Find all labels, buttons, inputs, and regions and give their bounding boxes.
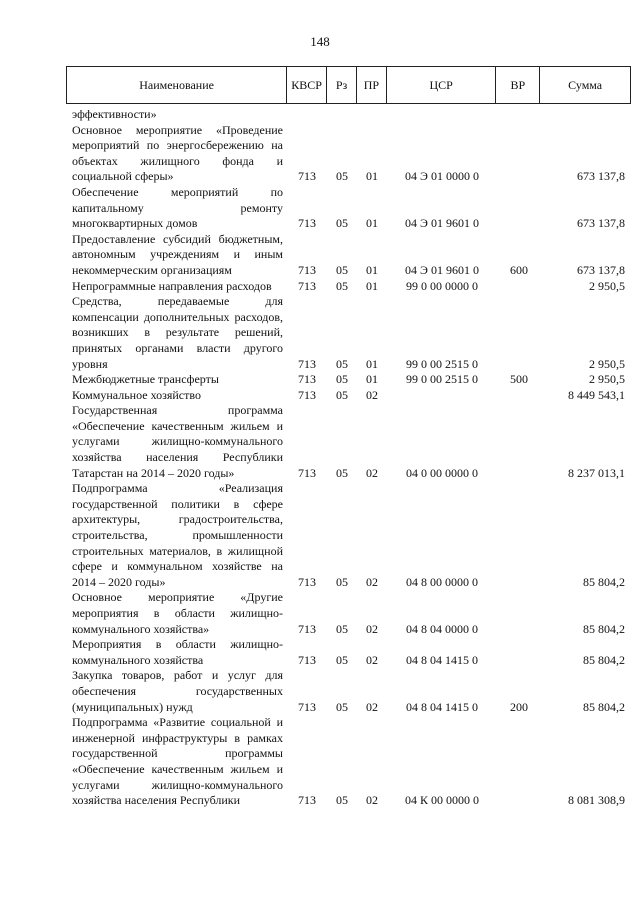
row-csr: 04 К 00 0000 0 [404, 793, 479, 808]
row-name: Предоставление субсидий бюджетным, автономным учреждениям и иным некоммерческим организациям [72, 231, 283, 277]
row-name: Обеспечение мероприятий по капитальному ремонту многоквартирных домов [72, 184, 283, 231]
row-sum: 85 804,2 [583, 574, 625, 589]
table-row [66, 388, 631, 404]
row-kvsr: 713 [298, 262, 316, 277]
row-kvsr: 713 [298, 278, 316, 293]
table-row [66, 590, 631, 637]
row-rz: 05 [336, 465, 348, 480]
row-rz: 05 [336, 621, 348, 636]
row-vr [497, 481, 541, 590]
table-body [66, 107, 631, 809]
row-sum: 85 804,2 [583, 621, 625, 636]
table-row [66, 637, 631, 668]
header-name: Наименование [67, 67, 287, 103]
row-vr [497, 388, 541, 404]
row-rz: 05 [336, 574, 348, 589]
row-kvsr: 713 [298, 621, 316, 636]
row-name: Подпрограмма «Реализация государственной политики в сфере архитектуры, градостроительства, строительства, промышленности строительных материалов, в жилищной сфере и коммунальном хозяйстве на 2014 – 2020 годы» [72, 481, 283, 589]
row-vr: 600 [510, 262, 528, 277]
row-csr: 04 Э 01 9601 0 [405, 216, 479, 231]
row-kvsr: 713 [298, 652, 316, 667]
row-pr: 01 [366, 216, 378, 231]
row-name: эффективности» [72, 107, 157, 121]
row-csr: 04 Э 01 0000 0 [405, 169, 479, 184]
row-kvsr: 713 [298, 356, 316, 371]
row-csr [387, 388, 497, 404]
row-kvsr: 713 [298, 169, 316, 184]
table-row [66, 123, 631, 185]
row-name: Мероприятия в области жилищно-коммунального хозяйства [72, 637, 283, 667]
row-pr: 02 [366, 574, 378, 589]
row-pr: 02 [366, 465, 378, 480]
row-pr: 01 [366, 356, 378, 371]
row-rz: 05 [336, 356, 348, 371]
row-rz: 05 [336, 372, 348, 387]
row-name: Подпрограмма «Развитие социальной и инженерной инфраструктуры в рамках государственной программы «Обеспечение качественным жильем и услугами жилищно-коммунального хозяйства населения Республики [72, 715, 283, 808]
row-name: Непрограммные направления расходов [72, 278, 272, 293]
row-kvsr [287, 107, 327, 123]
row-csr: 99 0 00 2515 0 [406, 356, 478, 371]
row-pr: 02 [366, 652, 378, 667]
row-rz: 05 [336, 216, 348, 231]
row-name: Коммунальное хозяйство [72, 387, 201, 402]
row-rz: 05 [336, 387, 348, 402]
row-pr: 01 [366, 278, 378, 293]
row-sum: 85 804,2 [583, 652, 625, 667]
row-name: Межбюджетные трансферты [72, 372, 219, 387]
row-sum: 8 237 013,1 [568, 465, 625, 480]
row-vr [497, 294, 541, 372]
row-name: Государственная программа «Обеспечение качественным жильем и услугами жилищно-коммунального хозяйства населения Республики Татарстан на 2014 – 2020 годы» [72, 403, 283, 480]
table-row [66, 715, 631, 809]
row-sum: 673 137,8 [577, 169, 625, 184]
row-kvsr: 713 [298, 574, 316, 589]
row-sum: 2 950,5 [589, 356, 625, 371]
row-pr: 02 [366, 793, 378, 808]
row-csr: 99 0 00 2515 0 [406, 372, 478, 387]
row-name: Основное мероприятие «Проведение мероприятий по энергосбережению на объектах жилищного фонда и социальной сферы» [72, 122, 283, 184]
row-kvsr: 713 [298, 387, 316, 402]
header-sum: Сумма [568, 77, 603, 92]
table-row [66, 372, 631, 388]
row-rz: 05 [336, 699, 348, 714]
row-sum: 673 137,8 [577, 216, 625, 231]
row-pr: 01 [366, 262, 378, 277]
row-kvsr: 713 [298, 216, 316, 231]
row-vr [497, 715, 541, 809]
row-pr [357, 107, 387, 123]
row-csr: 04 Э 01 9601 0 [405, 262, 479, 277]
table-row [66, 294, 631, 372]
row-rz: 05 [336, 793, 348, 808]
row-vr: 500 [510, 372, 528, 387]
row-csr: 99 0 00 0000 0 [406, 278, 478, 293]
row-pr: 02 [366, 699, 378, 714]
row-vr: 200 [510, 699, 528, 714]
row-name: Средства, передаваемые для компенсации дополнительных расходов, возникших в результате решений, принятых органами власти другого уровня [72, 294, 283, 371]
table-row [66, 481, 631, 590]
row-vr [497, 279, 541, 295]
row-sum [541, 107, 631, 123]
row-kvsr: 713 [298, 465, 316, 480]
header-pr: ПР [357, 67, 387, 103]
row-sum: 85 804,2 [583, 699, 625, 714]
header-rz: Рз [327, 67, 357, 103]
row-vr [497, 185, 541, 232]
row-sum: 8 449 543,1 [568, 387, 625, 402]
row-pr: 01 [366, 372, 378, 387]
row-csr: 04 8 04 1415 0 [406, 652, 478, 667]
row-vr [497, 590, 541, 637]
row-rz: 05 [336, 262, 348, 277]
row-csr: 04 8 04 1415 0 [406, 699, 478, 714]
row-rz: 05 [336, 169, 348, 184]
row-pr: 02 [366, 387, 378, 402]
row-csr [387, 107, 497, 123]
table-row [66, 232, 631, 279]
row-pr: 02 [366, 621, 378, 636]
header-csr: ЦСР [387, 67, 497, 103]
row-sum: 2 950,5 [589, 278, 625, 293]
row-pr: 01 [366, 169, 378, 184]
header-vr: ВР [496, 67, 540, 103]
row-sum: 2 950,5 [589, 372, 625, 387]
row-sum: 673 137,8 [577, 262, 625, 277]
row-vr [497, 403, 541, 481]
table-header [66, 66, 631, 104]
table-row [66, 107, 631, 123]
page-number: 148 [310, 34, 330, 49]
row-vr [497, 107, 541, 123]
row-rz: 05 [336, 278, 348, 293]
row-kvsr: 713 [298, 699, 316, 714]
row-csr: 04 8 00 0000 0 [406, 574, 478, 589]
table-row [66, 403, 631, 481]
table-row [66, 668, 631, 715]
header-kvsr: КВСР [287, 67, 327, 103]
row-kvsr: 713 [298, 793, 316, 808]
row-csr: 04 8 04 0000 0 [406, 621, 478, 636]
row-csr: 04 0 00 0000 0 [406, 465, 478, 480]
table-row [66, 279, 631, 295]
row-rz: 05 [336, 652, 348, 667]
row-name: Закупка товаров, работ и услуг для обеспечения государственных (муниципальных) нужд [72, 668, 283, 714]
row-vr [497, 123, 541, 185]
row-sum: 8 081 308,9 [568, 793, 625, 808]
table-row [66, 185, 631, 232]
row-name: Основное мероприятие «Другие мероприятия в области жилищно-коммунального хозяйства» [72, 590, 283, 636]
row-rz [327, 107, 357, 123]
row-vr [497, 637, 541, 668]
row-kvsr: 713 [298, 372, 316, 387]
